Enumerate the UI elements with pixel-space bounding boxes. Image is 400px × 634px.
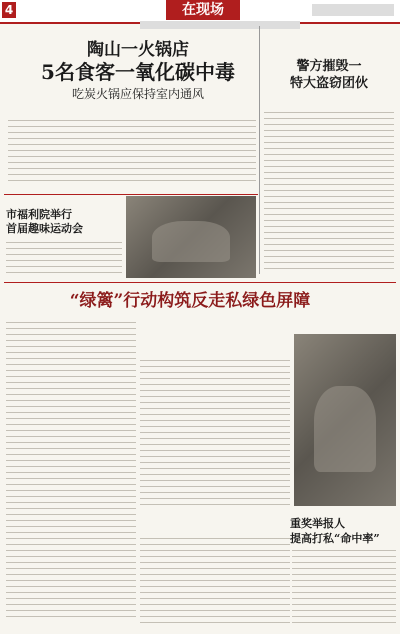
column-divider	[259, 26, 260, 274]
story1-headline-line1: 陶山一火锅店	[87, 40, 189, 60]
section-rule	[4, 194, 258, 195]
story4-body-col3	[140, 538, 290, 624]
page-number: 4	[2, 2, 16, 18]
story3-body	[6, 242, 122, 274]
story2-body	[264, 112, 394, 272]
story5-body	[292, 550, 396, 626]
section-label: 在现场	[166, 0, 240, 20]
story1-subheadline: 吃炭火锅应保持室内通风	[71, 87, 204, 101]
story2-headline-block	[262, 58, 396, 92]
story5-headline-line1: 重奖举报人	[290, 517, 345, 530]
story2-headline-a: 警方摧毁一	[296, 59, 362, 74]
story4-headline: “绿篱”行动构筑反走私绿色屏障	[69, 291, 311, 311]
story4-body-col2	[140, 360, 290, 510]
story3-photo	[126, 196, 256, 278]
story5-headline-line2: 提高打私“命中率”	[290, 532, 380, 545]
story2-headline-b: 特大盗窃团伙	[289, 76, 368, 91]
masthead-logo	[312, 4, 394, 16]
story1-body	[8, 120, 256, 182]
story3-headline-block	[6, 208, 122, 236]
story4-body-col1	[6, 322, 136, 622]
story1-headline-line2: 5名食客一氧化碳中毒	[41, 60, 235, 84]
dateline	[140, 21, 300, 29]
story5-headline-block	[290, 516, 396, 546]
section-rule-2	[4, 282, 396, 283]
story1-headline-block	[22, 40, 254, 102]
story4-photo	[294, 334, 396, 506]
story3-headline-line2: 首届趣味运动会	[6, 222, 83, 235]
story3-headline-line1: 市福利院举行	[6, 208, 72, 221]
